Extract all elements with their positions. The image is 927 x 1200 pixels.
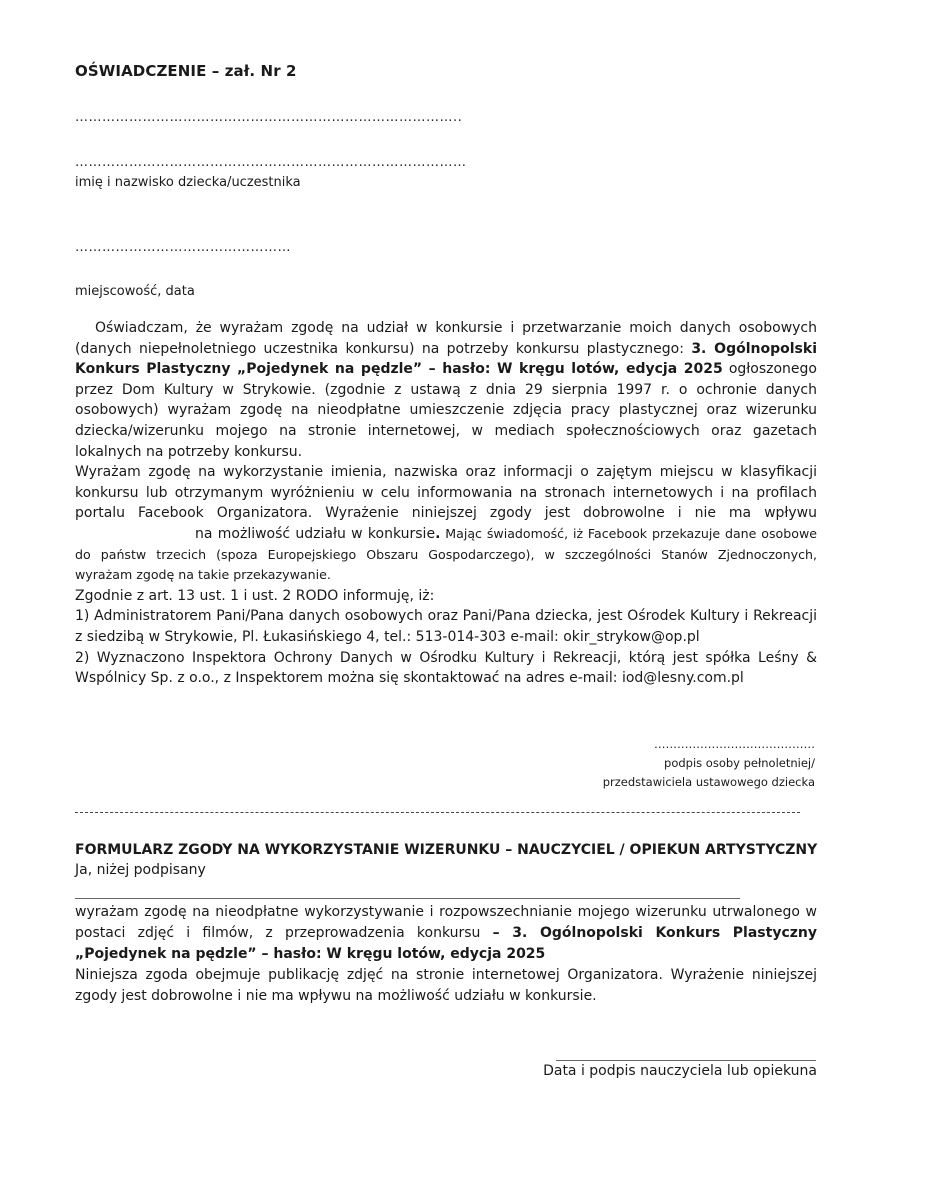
form2-consent-bold: – 3. Ogólnopolski Konkurs Plastyczny „Pojedynek na pędzle” – hasło: W kręgu lotów, edycja 2025: [75, 925, 817, 962]
dotted-field-1[interactable]: …………………………………………………………………………..: [75, 110, 463, 125]
declaration-facebook-note: Mając świadomość, iż Facebook przekazuje dane osobowe do państw trzecich (spoza Europejskiego Obszaru Gospodarczego), w szczególności Stanów Zjednoczonych, wyrażam zgodę na takie przekazywanie.: [75, 525, 817, 583]
form2-title: FORMULARZ ZGODY NA WYKORZYSTANIE WIZERUNKU – NAUCZYCIEL / OPIEKUN ARTYSTYCZNY: [75, 842, 818, 858]
declaration-p1-b: ogłoszonego przez Dom Kultury w Strykowie. (zgodnie z ustawą z dnia 29 sierpnia 1997 r. o ochronie danych osobowych) wyrażam zgodę na nieodpłatne umieszczenie zdjęcia pracy plastycznej oraz wizerunku dziecka/wizerunku mojego na stronie internetowej, w mediach społecznościowych oraz gazetach lokalnych na potrzeby konkursu.: [75, 361, 818, 460]
declaration-p2-dot: .: [435, 525, 441, 542]
form2-consent-a: wyrażam zgodę na nieodpłatne wykorzystywanie i rozpowszechnianie mojego wizerunku utrwalonego w postaci zdjęć i filmów, z przeprowadzenia konkursu: [75, 904, 817, 941]
document-title: OŚWIADCZENIE – zał. Nr 2: [75, 62, 297, 80]
rodo-item-2: 2) Wyznaczono Inspektora Ochrony Danych w Ośrodku Kultury i Rekreacji, którą jest spółka Leśny & Wspólnicy Sp. z o.o., z Inspektorem można się skontaktować na adres e-mail: iod@lesny.com.pl: [75, 649, 817, 687]
undersigned-label: Ja, niżej podpisany: [75, 862, 206, 878]
signature-label-line-1: podpis osoby pełnoletniej/: [664, 756, 815, 770]
name-input-line[interactable]: [75, 898, 740, 899]
rodo-intro: Zgodnie z art. 13 ust. 1 i ust. 2 RODO informuję, iż:: [75, 587, 435, 604]
name-label: imię i nazwisko dziecka/uczestnika: [75, 175, 301, 190]
form2-consent-b: Niniejsza zgoda obejmuje publikację zdjęć na stronie internetowej Organizatora. Wyrażenie niniejszej zgody jest dobrowolne i nie ma wpływu na możliwość udziału w konkursie.: [75, 967, 817, 1004]
signature-label-line-2: przedstawiciela ustawowego dziecka: [602, 775, 815, 789]
signature-input-line[interactable]: [556, 1060, 816, 1061]
signature-block-1: [603, 735, 815, 792]
teacher-signature-label: Data i podpis nauczyciela lub opiekuna: [543, 1063, 817, 1079]
declaration-p1-a: Oświadczam, że wyrażam zgodę na udział w konkursie i przetwarzanie moich danych osobowych (danych niepełnoletniego uczestnika konkursu) na potrzeby konkursu plastycznego:: [75, 320, 817, 357]
rodo-item-1: 1) Administratorem Pani/Pana danych osobowych oraz Pani/Pana dziecka, jest Ośrodek Kultury i Rekreacji z siedzibą w Strykowie, Pl. Łukasińskiego 4, tel.: 513-014-303 e-mail: okir_strykow@op.pl: [75, 608, 817, 645]
declaration-p1-bold: 3. Ogólnopolski Konkurs Plastyczny „Pojedynek na pędzle” – hasło: W kręgu lotów, edycja 2025: [75, 340, 817, 378]
dotted-field-name[interactable]: ……………………………………………………………………………: [75, 155, 467, 170]
declaration-text: [75, 318, 817, 689]
signature-dots[interactable]: ……………………………………: [654, 737, 815, 751]
cut-line-divider: [75, 812, 800, 813]
dotted-field-place-date[interactable]: …………………………………………: [75, 240, 291, 255]
declaration-p2-b: na możliwość udziału w konkursie: [195, 525, 436, 542]
form2-consent-text: [75, 902, 817, 1007]
declaration-p2-a: Wyrażam zgodę na wykorzystanie imienia, nazwiska oraz informacji o zajętym miejscu w klasyfikacji konkursu lub otrzymanym wyróżnieniu w celu informowania na stronach internetowych i na profilach portalu Facebook Organizatora. Wyrażenie niniejszej zgody jest dobrowolne i nie ma wpływu: [75, 464, 817, 522]
place-date-label: miejscowość, data: [75, 284, 195, 299]
